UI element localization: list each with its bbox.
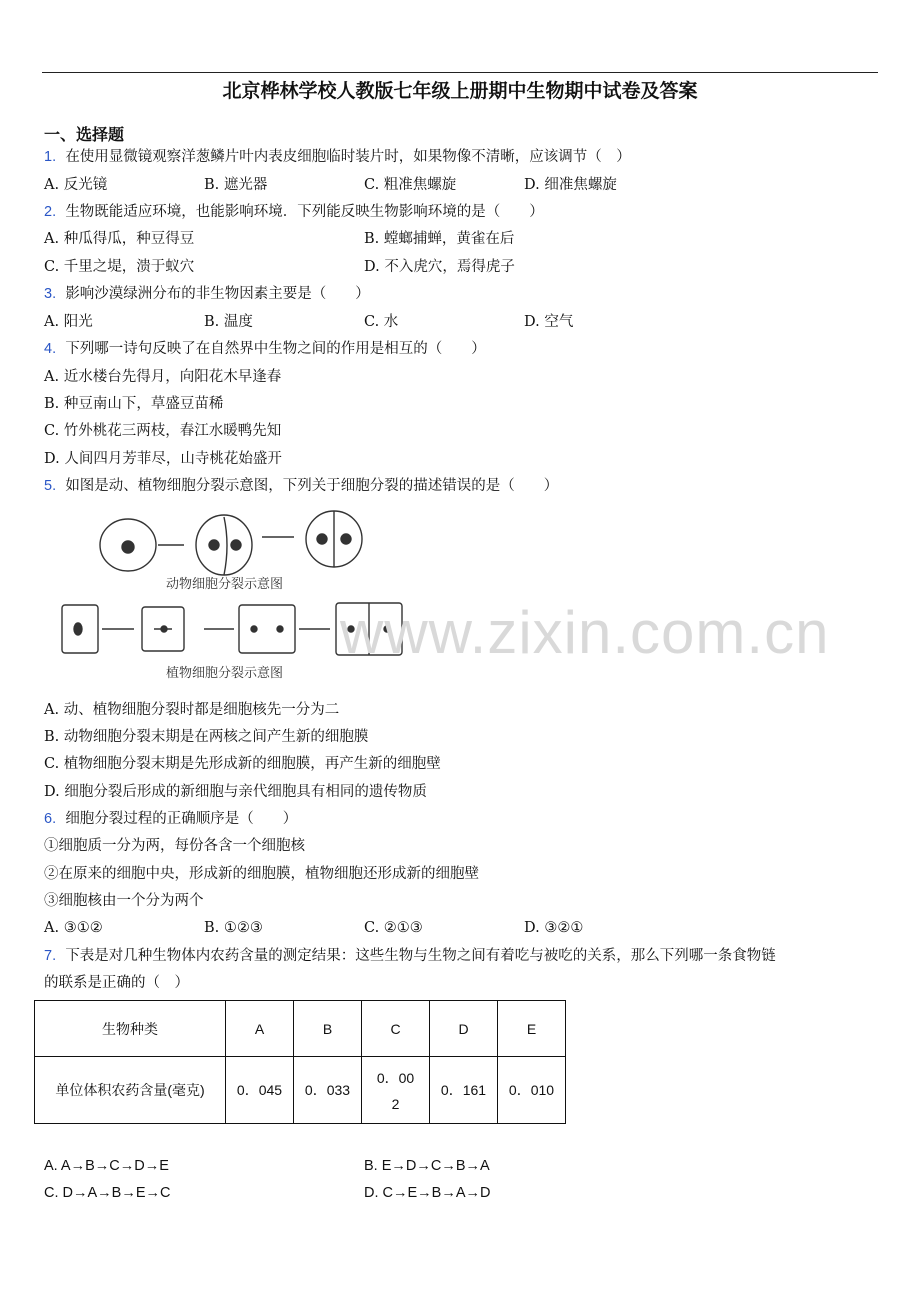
question-3-options — [44, 312, 884, 332]
option-a[interactable]: A. 阳光 — [44, 314, 93, 330]
option-c[interactable]: C. 粗准焦螺旋 — [364, 177, 457, 193]
question-stem: 如图是动、植物细胞分裂示意图，下列关于细胞分裂的描述错误的是（ ） — [65, 478, 559, 494]
option-a[interactable]: A. ③①② — [44, 920, 103, 936]
option-c[interactable]: C. ②①③ — [364, 920, 423, 936]
statement-3: ③细胞核由一个分为两个 — [44, 893, 204, 909]
question-2 — [44, 202, 544, 222]
option-a[interactable]: A. 动、植物细胞分裂时都是细胞核先一分为二 — [44, 702, 340, 718]
option-a[interactable]: A. A→B→C→D→E — [44, 1158, 169, 1174]
question-number: 4. — [44, 341, 57, 357]
question-number: 5. — [44, 478, 57, 494]
header-cell: C — [362, 1001, 430, 1057]
option-d[interactable]: D. C→E→B→A→D — [364, 1185, 491, 1201]
plant-figure-caption: 植物细胞分裂示意图 — [166, 666, 284, 681]
option-d[interactable]: D. 细胞分裂后形成的新细胞与亲代细胞具有相同的遗传物质 — [44, 784, 427, 800]
header-cell: A — [226, 1001, 294, 1057]
question-number: 7. — [44, 948, 57, 964]
question-stem: 下列哪一诗句反映了在自然界中生物之间的作用是相互的（ ） — [65, 341, 486, 357]
question-4 — [44, 339, 486, 359]
header-cell: B — [294, 1001, 362, 1057]
watermark: www.zixin.com.cn — [340, 599, 830, 666]
question-1-options — [44, 175, 884, 195]
question-7 — [44, 946, 776, 966]
value-cell: 0．033 — [294, 1057, 362, 1124]
option-b[interactable]: B. ①②③ — [204, 920, 263, 936]
question-2-options-row1 — [44, 229, 884, 249]
value-cell — [362, 1057, 430, 1124]
question-1 — [44, 147, 631, 167]
header-cell: D — [430, 1001, 498, 1057]
table-header-row — [35, 1001, 566, 1057]
animal-cell-2 — [196, 515, 252, 575]
question-stem: 影响沙漠绿洲分布的非生物因素主要是（ ） — [65, 286, 370, 302]
pesticide-table — [34, 1000, 566, 1124]
question-stem: 生物既能适应环境，也能影响环境．下列能反映生物影响环境的是（ ） — [65, 204, 544, 220]
option-b[interactable]: B. 温度 — [204, 314, 253, 330]
header-cell: 生物种类 — [35, 1001, 226, 1057]
statement-2: ②在原来的细胞中央，形成新的细胞膜，植物细胞还形成新的细胞壁 — [44, 866, 479, 882]
option-c[interactable]: C. 竹外桃花三两枝，春江水暖鸭先知 — [44, 423, 282, 439]
question-number: 1. — [44, 149, 57, 165]
option-c[interactable]: C. 千里之堤，溃于蚁穴 — [44, 259, 195, 275]
question-stem: 在使用显微镜观察洋葱鳞片叶内表皮细胞临时装片时，如果物像不清晰，应该调节（ ） — [65, 149, 631, 165]
question-stem: 细胞分裂过程的正确顺序是（ ） — [65, 811, 298, 827]
question-6-options — [44, 918, 884, 938]
option-b[interactable]: B. 动物细胞分裂末期是在两核之间产生新的细胞膜 — [44, 729, 369, 745]
option-a[interactable]: A. 种瓜得瓜，种豆得豆 — [44, 231, 195, 247]
page-title: 北京桦林学校人教版七年级上册期中生物期中试卷及答案 — [222, 80, 698, 102]
option-b[interactable]: B. E→D→C→B→A — [364, 1158, 490, 1174]
question-7-options-row1 — [44, 1156, 884, 1176]
option-c[interactable]: C. 水 — [364, 314, 399, 330]
option-a[interactable]: A. 近水楼台先得月，向阳花木早逢春 — [44, 369, 282, 385]
option-b[interactable]: B. 遮光器 — [204, 177, 268, 193]
question-3 — [44, 284, 370, 304]
statement-1: ①细胞质一分为两，每份各含一个细胞核 — [44, 838, 305, 854]
option-a[interactable]: A. 反光镜 — [44, 177, 108, 193]
question-2-options-row2 — [44, 257, 884, 277]
section-heading: 一、选择题 — [44, 125, 125, 144]
option-d[interactable]: D. 空气 — [524, 314, 574, 330]
header-cell: E — [498, 1001, 566, 1057]
value-line-2: 2 — [391, 1096, 400, 1112]
option-d[interactable]: D. ③②① — [524, 920, 584, 936]
table-row — [35, 1057, 566, 1124]
question-stem: 下表是对几种生物体内农药含量的测定结果：这些生物与生物之间有着吃与被吃的关系，那么下列哪一条食物链 — [65, 948, 776, 964]
plant-cell-3 — [239, 605, 295, 653]
option-b[interactable]: B. 种豆南山下，草盛豆苗稀 — [44, 396, 224, 412]
option-d[interactable]: D. 细准焦螺旋 — [524, 177, 617, 193]
option-c[interactable]: C. D→A→B→E→C — [44, 1185, 171, 1201]
option-d[interactable]: D. 人间四月芳菲尽，山寺桃花始盛开 — [44, 451, 282, 467]
header-rule — [42, 72, 878, 73]
row-label: 单位体积农药含量(毫克) — [35, 1057, 226, 1124]
value-cell: 0．045 — [226, 1057, 294, 1124]
question-number: 2. — [44, 204, 57, 220]
question-number: 6. — [44, 811, 57, 827]
value-cell: 0．010 — [498, 1057, 566, 1124]
question-number: 3. — [44, 286, 57, 302]
animal-figure-caption: 动物细胞分裂示意图 — [166, 577, 284, 592]
nucleus-icon — [122, 541, 134, 553]
option-d[interactable]: D. 不入虎穴，焉得虎子 — [364, 259, 515, 275]
question-6 — [44, 809, 297, 829]
question-7-options-row2 — [44, 1183, 884, 1203]
value-cell: 0．161 — [430, 1057, 498, 1124]
option-b[interactable]: B. 螳螂捕蝉，黄雀在后 — [364, 231, 515, 247]
question-stem-continued: 的联系是正确的（ ） — [44, 975, 189, 991]
option-c[interactable]: C. 植物细胞分裂末期是先形成新的细胞膜，再产生新的细胞壁 — [44, 756, 441, 772]
value-line-1: 0．00 — [376, 1070, 415, 1086]
question-5 — [44, 476, 558, 496]
